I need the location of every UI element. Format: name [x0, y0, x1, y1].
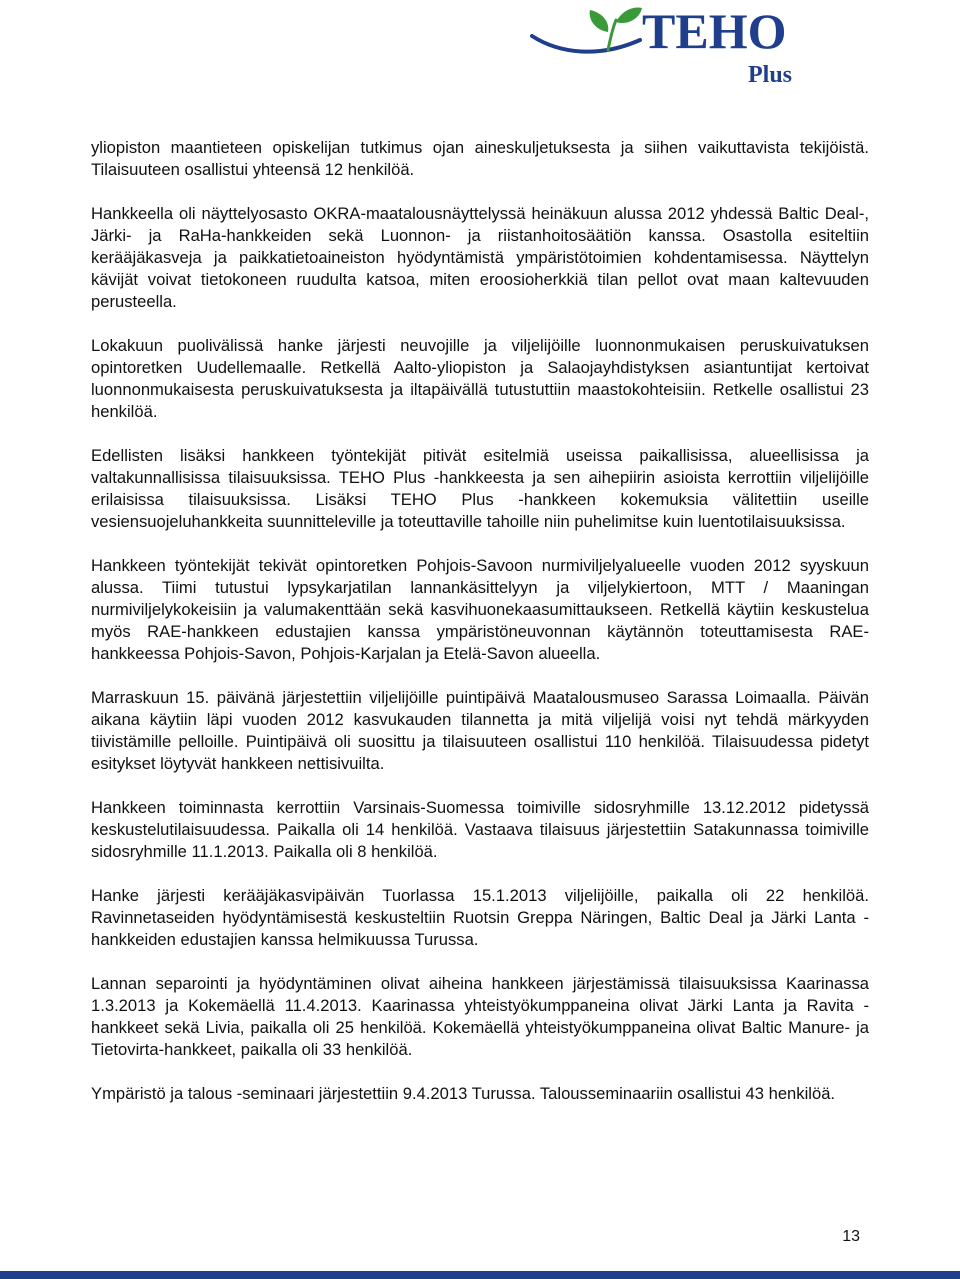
paragraph: Lannan separointi ja hyödyntäminen olivat aiheina hankkeen järjestämissä tilaisuuksissa Kaarinassa 1.3.2013 ja Kokemäellä 11.4.2013. Kaarinassa yhteistyökumppaneina olivat Järki Lanta ja Ravita -hankkeet sekä Livia, paikalla oli 25 henkilöä. Kokemäellä yhteistyökumppaneina olivat Baltic Manure- ja Tietovirta-hankkeet, paikalla oli 33 henkilöä.: [91, 974, 869, 1059]
logo-leaf-right-icon: [616, 8, 642, 24]
document-body: [91, 137, 869, 1127]
logo-swoosh-icon: [532, 36, 640, 52]
paragraph: Edellisten lisäksi hankkeen työntekijät pitivät esitelmiä useissa paikallisissa, alueellisissa ja valtakunnallisissa tilaisuuksissa. TEHO Plus -hankkeesta ja sen aihepiirin asioista kerrottiin viljelijöille erilaisissa tilaisuuksissa. Lisäksi TEHO Plus -hankkeen kokemuksia välitettiin useille vesiensuojeluhankkeita suunnitteleville ja toteuttaville tahoille niin puhelimitse kuin luentotilaisuuksissa.: [91, 446, 869, 531]
paragraph: Marraskuun 15. päivänä järjestettiin viljelijöille puintipäivä Maatalousmuseo Sarassa Loimaalla. Päivän aikana käytiin läpi vuoden 2012 kasvukauden tilannetta ja mitä viljelijä voisi nyt tehdä märkyyden tiivistämille pelloille. Puintipäivä oli suosittu ja tilaisuuteen osallistui 110 henkilöä. Tilaisuudessa pidetyt esitykset löytyvät hankkeen nettisivuilta.: [91, 688, 869, 773]
page-number: 13: [842, 1228, 860, 1245]
paragraph: Hankkeen toiminnasta kerrottiin Varsinais-Suomessa toimiville sidosryhmille 13.12.2012 pidetyssä keskustelutilaisuudessa. Paikalla oli 14 henkilöä. Vastaava tilaisuus järjestettiin Satakunnassa toimiville sidosryhmille 11.1.2013. Paikalla oli 8 henkilöä.: [91, 798, 869, 861]
paragraph: yliopiston maantieteen opiskelijan tutkimus ojan aineskuljetuksesta ja siihen vaikuttavista tekijöistä. Tilaisuuteen osallistui yhteensä 12 henkilöä.: [91, 138, 869, 179]
logo-leaf-left-icon: [590, 10, 609, 32]
paragraph: Hankkeella oli näyttelyosasto OKRA-maatalousnäyttelyssä heinäkuun alussa 2012 yhdessä Baltic Deal-, Järki- ja RaHa-hankkeiden sekä Luonnon- ja riistanhoitosäätiön kanssa. Osastolla esiteltiin kerääjäkasveja ja paikkatietoaineiston hyödyntämistä ympäristötoimien kohdentamisessa. Näyttelyn kävijät voivat tietokoneen ruudulta katsoa, miten eroosioherkkiä tilan pellot ovat maan kaltevuuden perusteella.: [91, 204, 869, 311]
teho-plus-logo: [530, 0, 820, 92]
logo-subtitle: Plus: [748, 62, 793, 88]
footer-bar: [0, 1271, 960, 1279]
paragraph: Hanke järjesti kerääjäkasvipäivän Tuorlassa 15.1.2013 viljelijöille, paikalla oli 22 henkilöä. Ravinnetaseiden hyödyntämisestä keskusteltiin Ruotsin Greppa Näringen, Baltic Deal ja Järki Lanta -hankkeiden edustajien kanssa helmikuussa Turussa.: [91, 886, 869, 949]
logo-stem-icon: [608, 20, 616, 50]
paragraph: Hankkeen työntekijät tekivät opintoretken Pohjois-Savoon nurmiviljelyalueelle vuoden 2012 syyskuun alussa. Tiimi tutustui lypsykarjatilan lannankäsittelyyn ja viljelykiertoon, MTT / Maaningan nurmiviljelykokeisiin ja valumakenttään sekä kasvihuonekaasumittaukseen. Retkellä käytiin keskustelua myös RAE-hankkeen edustajien kanssa ympäristöneuvonnan käytännön toteuttamisesta RAE-hankkeessa Pohjois-Savon, Pohjois-Karjalan ja Etelä-Savon alueella.: [91, 556, 869, 663]
paragraph: Lokakuun puolivälissä hanke järjesti neuvojille ja viljelijöille luonnonmukaisen peruskuivatuksen opintoretken Uudellemaalle. Retkellä Aalto-yliopiston ja Salaojayhdistyksen asiantuntijat kertoivat luonnonmukaisesta peruskuivatuksesta ja iltapäivällä tutustuttiin maastokohteisiin. Retkelle osallistui 23 henkilöä.: [91, 336, 869, 421]
paragraph: Ympäristö ja talous -seminaari järjestettiin 9.4.2013 Turussa. Talousseminaariin osallistui 43 henkilöä.: [91, 1084, 836, 1103]
logo-title: TEHO: [642, 3, 787, 59]
